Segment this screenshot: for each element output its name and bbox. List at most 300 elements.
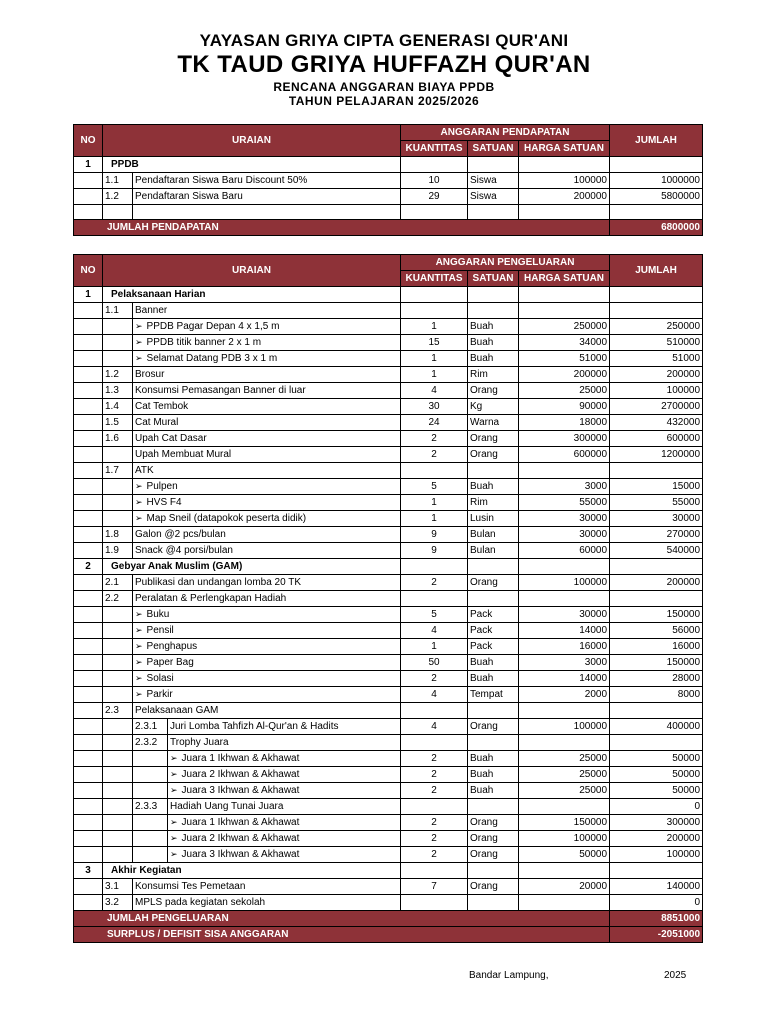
expense-total-value: 8851000 [610,911,703,927]
item-unit: Kg [468,399,519,415]
item-total: 140000 [610,879,703,895]
item-price: 3000 [519,479,610,495]
item-code: 2.3.3 [133,799,168,815]
item-description: Hadiah Uang Tunai Juara [168,799,401,815]
item-price: 100000 [519,831,610,847]
item-quantity: 1 [401,639,468,655]
item-quantity: 2 [401,783,468,799]
item-unit: Orang [468,383,519,399]
item-text: Parkir [146,689,173,700]
item-description [133,607,401,623]
item-quantity: 29 [401,189,468,205]
item-code: 2.1 [103,575,133,591]
item-unit: Buah [468,783,519,799]
item-total: 200000 [610,575,703,591]
arrow-bullet-icon: ➢ [135,609,143,619]
item-price: 55000 [519,495,610,511]
item-price [519,591,610,607]
item-price: 30000 [519,607,610,623]
col-uraian-header: URAIAN [103,255,401,287]
table-row [74,639,703,655]
item-code: 1.4 [103,399,133,415]
item-price: 150000 [519,815,610,831]
item-price: 25000 [519,383,610,399]
item-price: 16000 [519,639,610,655]
item-quantity: 9 [401,527,468,543]
item-description: MPLS pada kegiatan sekolah [133,895,168,911]
item-total: 270000 [610,527,703,543]
section-label: Akhir Kegiatan [103,863,401,879]
item-quantity: 2 [401,767,468,783]
item-description [133,319,401,335]
item-description [133,511,401,527]
item-total: 0 [610,799,703,815]
arrow-bullet-icon: ➢ [135,673,143,683]
table-row [74,479,703,495]
item-price: 14000 [519,671,610,687]
item-code: 3.1 [103,879,133,895]
item-total: 150000 [610,607,703,623]
item-text: Pulpen [146,481,178,492]
item-code: 3.2 [103,895,133,911]
item-unit [468,895,519,911]
col-no-header: NO [74,125,103,157]
item-description [168,815,401,831]
item-price: 600000 [519,447,610,463]
item-unit [468,703,519,719]
table-row [74,719,703,735]
item-quantity [401,591,468,607]
item-total: 100000 [610,847,703,863]
item-total: 55000 [610,495,703,511]
col-total-header: JUMLAH [610,255,703,287]
item-unit: Rim [468,367,519,383]
item-unit: Bulan [468,543,519,559]
item-quantity [401,303,468,319]
item-code: 1.1 [103,303,133,319]
item-description: ATK [133,463,168,479]
item-text: Juara 3 Ikhwan & Akhawat [181,849,300,860]
item-price [519,735,610,751]
item-quantity: 50 [401,655,468,671]
table-row [74,767,703,783]
item-description [168,783,401,799]
item-quantity: 2 [401,847,468,863]
item-quantity: 1 [401,351,468,367]
item-code: 1.8 [103,527,133,543]
section-number: 1 [74,287,103,303]
item-quantity [401,463,468,479]
item-quantity: 4 [401,383,468,399]
item-description [168,751,401,767]
item-description: Pendaftaran Siswa Baru [133,189,401,205]
surplus-row [74,927,703,943]
item-quantity: 9 [401,543,468,559]
table-row [74,815,703,831]
item-unit: Orang [468,847,519,863]
item-quantity: 4 [401,623,468,639]
item-quantity: 5 [401,607,468,623]
item-unit [468,863,519,879]
item-code: 2.3 [103,703,133,719]
item-total: 50000 [610,767,703,783]
item-description [133,655,401,671]
table-row [74,415,703,431]
item-text: Juara 1 Ikhwan & Akhawat [181,817,300,828]
item-code: 1.2 [103,367,133,383]
item-unit: Buah [468,319,519,335]
item-total: 200000 [610,831,703,847]
table-row [74,831,703,847]
item-text: Buku [146,609,170,620]
item-quantity: 7 [401,879,468,895]
item-description: Upah Membuat Mural [133,447,168,463]
table-row [74,527,703,543]
table-row [74,543,703,559]
item-unit [468,591,519,607]
col-no-header: NO [74,255,103,287]
item-text: Penghapus [146,641,198,652]
item-description: Brosur [133,367,168,383]
item-unit: Orang [468,831,519,847]
item-code: 2.2 [103,591,133,607]
item-total: 50000 [610,783,703,799]
table-row [74,783,703,799]
item-quantity: 30 [401,399,468,415]
item-total: 8000 [610,687,703,703]
item-unit: Bulan [468,527,519,543]
col-group-header: ANGGARAN PENDAPATAN [401,125,610,141]
table-row [74,189,703,205]
item-unit [468,463,519,479]
item-price [519,799,610,815]
item-price: 300000 [519,431,610,447]
item-description [133,639,401,655]
expense-header-row [74,255,703,271]
item-price: 2000 [519,687,610,703]
item-quantity: 24 [401,415,468,431]
item-price: 30000 [519,511,610,527]
income-total-label: JUMLAH PENDAPATAN [74,220,610,236]
foundation-title: YAYASAN GRIYA CIPTA GENERASI QUR'ANI [199,31,569,50]
col-total-header: JUMLAH [610,125,703,157]
table-row [74,463,703,479]
item-unit: Orang [468,719,519,735]
item-price [519,303,610,319]
col-qty-header: KUANTITAS [401,271,468,287]
item-price: 51000 [519,351,610,367]
income-table [73,124,703,236]
item-price: 100000 [519,575,610,591]
item-price: 100000 [519,173,610,189]
col-unit-header: SATUAN [468,141,519,157]
expense-table [73,254,703,943]
item-quantity: 10 [401,173,468,189]
section-label: PPDB [103,157,401,173]
table-row [74,511,703,527]
item-description: Peralatan & Perlengkapan Hadiah [133,591,168,607]
item-description: Banner [133,303,168,319]
item-total: 15000 [610,479,703,495]
table-row [74,655,703,671]
col-price-header: HARGA SATUAN [519,271,610,287]
item-total: 150000 [610,655,703,671]
item-unit: Buah [468,655,519,671]
surplus-value: -2051000 [610,927,703,943]
income-section-row [74,157,703,173]
expense-total-label: JUMLAH PENGELUARAN [74,911,610,927]
table-row [74,751,703,767]
item-total: 2700000 [610,399,703,415]
item-unit: Orang [468,879,519,895]
item-unit: Buah [468,335,519,351]
item-total [610,735,703,751]
signature-place: Bandar Lampung, [469,970,549,981]
item-price [519,463,610,479]
arrow-bullet-icon: ➢ [170,849,178,859]
item-total: 56000 [610,623,703,639]
item-quantity: 2 [401,831,468,847]
item-price: 250000 [519,319,610,335]
table-row [74,335,703,351]
table-row [74,431,703,447]
item-price: 3000 [519,655,610,671]
item-unit [468,559,519,575]
surplus-label: SURPLUS / DEFISIT SISA ANGGARAN [74,927,610,943]
item-price: 30000 [519,527,610,543]
item-text: PPDB titik banner 2 x 1 m [146,337,262,348]
item-quantity: 4 [401,687,468,703]
item-quantity [401,895,468,911]
item-quantity: 15 [401,335,468,351]
item-price: 25000 [519,751,610,767]
item-price: 34000 [519,335,610,351]
item-description [133,671,401,687]
item-quantity: 1 [401,367,468,383]
table-row [74,399,703,415]
item-total: 300000 [610,815,703,831]
item-description [133,351,401,367]
arrow-bullet-icon: ➢ [170,769,178,779]
item-description [168,831,401,847]
item-unit: Siswa [468,189,519,205]
item-description: Snack @4 porsi/bulan [133,543,168,559]
item-unit: Orang [468,815,519,831]
item-text: HVS F4 [146,497,182,508]
item-price: 60000 [519,543,610,559]
item-text: PPDB Pagar Depan 4 x 1,5 m [146,321,280,332]
item-description: Publikasi dan undangan lomba 20 TK [133,575,168,591]
table-row [74,367,703,383]
item-unit: Orang [468,447,519,463]
item-total: 16000 [610,639,703,655]
item-total: 540000 [610,543,703,559]
item-description [168,767,401,783]
item-total [610,863,703,879]
table-row [74,351,703,367]
item-total: 100000 [610,383,703,399]
arrow-bullet-icon: ➢ [135,497,143,507]
item-description [133,335,401,351]
item-text: Pensil [146,625,174,636]
item-quantity: 1 [401,511,468,527]
item-quantity [401,559,468,575]
table-row [74,591,703,607]
section-label: Pelaksanaan Harian [103,287,401,303]
item-quantity: 2 [401,431,468,447]
item-code: 1.6 [103,431,133,447]
table-row [74,671,703,687]
item-price [519,895,610,911]
item-code: 1.5 [103,415,133,431]
item-total: 0 [610,895,703,911]
item-code: 1.7 [103,463,133,479]
section-row [74,287,703,303]
col-qty-header: KUANTITAS [401,141,468,157]
item-description [133,623,401,639]
empty-row [74,205,703,220]
income-total-row [74,220,703,236]
arrow-bullet-icon: ➢ [170,753,178,763]
item-total: 250000 [610,319,703,335]
arrow-bullet-icon: ➢ [135,657,143,667]
item-total [610,303,703,319]
item-unit [468,303,519,319]
expense-total-row [74,911,703,927]
item-description: Pendaftaran Siswa Baru Discount 50% [133,173,401,189]
item-code: 1.2 [103,189,133,205]
table-row [74,895,703,911]
item-total: 510000 [610,335,703,351]
document-subtitle: RENCANA ANGGARAN BIAYA PPDB [273,80,495,94]
arrow-bullet-icon: ➢ [170,833,178,843]
item-description: Trophy Juara [168,735,401,751]
table-row [74,879,703,895]
section-number: 2 [74,559,103,575]
item-quantity [401,703,468,719]
item-description: Galon @2 pcs/bulan [133,527,168,543]
item-quantity: 5 [401,479,468,495]
item-price: 200000 [519,367,610,383]
item-code: 2.3.1 [133,719,168,735]
table-row [74,173,703,189]
item-unit: Pack [468,623,519,639]
item-code: 1.1 [103,173,133,189]
item-text: Selamat Datang PDB 3 x 1 m [146,353,278,364]
arrow-bullet-icon: ➢ [135,625,143,635]
item-unit: Orang [468,431,519,447]
item-quantity: 2 [401,671,468,687]
item-total: 50000 [610,751,703,767]
arrow-bullet-icon: ➢ [135,353,143,363]
item-unit [468,799,519,815]
section-label: Gebyar Anak Muslim (GAM) [103,559,401,575]
item-total [610,463,703,479]
item-description [133,495,401,511]
item-unit: Pack [468,639,519,655]
arrow-bullet-icon: ➢ [170,817,178,827]
item-quantity [401,287,468,303]
item-description: Upah Cat Dasar [133,431,168,447]
item-description: Pelaksanaan GAM [133,703,168,719]
item-total: 200000 [610,367,703,383]
item-price: 50000 [519,847,610,863]
academic-year: TAHUN PELAJARAN 2025/2026 [288,94,480,108]
item-description: Konsumsi Tes Pemetaan [133,879,168,895]
item-description [133,479,401,495]
arrow-bullet-icon: ➢ [135,337,143,347]
item-price [519,863,610,879]
item-description [168,847,401,863]
item-price [519,703,610,719]
table-row [74,575,703,591]
income-header-row [74,125,703,141]
item-text: Juara 2 Ikhwan & Akhawat [181,769,300,780]
item-text: Solasi [146,673,174,684]
income-total-value: 6800000 [610,220,703,236]
item-price: 90000 [519,399,610,415]
section-number: 3 [74,863,103,879]
arrow-bullet-icon: ➢ [170,785,178,795]
item-code [103,447,133,463]
col-price-header: HARGA SATUAN [519,141,610,157]
item-quantity: 2 [401,575,468,591]
item-price [519,559,610,575]
item-unit [468,287,519,303]
table-row [74,703,703,719]
item-description: Juri Lomba Tahfizh Al-Qur'an & Hadits [168,719,401,735]
section-row [74,559,703,575]
item-total: 600000 [610,431,703,447]
item-code: 1.9 [103,543,133,559]
item-quantity: 2 [401,815,468,831]
item-unit: Buah [468,671,519,687]
item-price: 25000 [519,767,610,783]
col-group-header: ANGGARAN PENGELUARAN [401,255,610,271]
arrow-bullet-icon: ➢ [135,641,143,651]
item-total [610,559,703,575]
item-total [610,591,703,607]
table-row [74,319,703,335]
table-row [74,847,703,863]
item-quantity [401,735,468,751]
item-price: 100000 [519,719,610,735]
item-quantity [401,863,468,879]
item-unit: Buah [468,767,519,783]
item-unit: Orang [468,575,519,591]
item-description [133,687,401,703]
item-price [519,287,610,303]
table-row [74,607,703,623]
item-unit: Tempat [468,687,519,703]
item-quantity: 1 [401,319,468,335]
item-total: 51000 [610,351,703,367]
item-text: Map Sneil (datapokok peserta didik) [146,513,307,524]
item-quantity: 1 [401,495,468,511]
item-price: 18000 [519,415,610,431]
item-total: 30000 [610,511,703,527]
item-unit: Warna [468,415,519,431]
item-unit [468,735,519,751]
col-unit-header: SATUAN [468,271,519,287]
table-row [74,303,703,319]
item-price: 14000 [519,623,610,639]
item-unit: Pack [468,607,519,623]
item-quantity: 2 [401,447,468,463]
item-total: 432000 [610,415,703,431]
item-total: 400000 [610,719,703,735]
item-price: 25000 [519,783,610,799]
